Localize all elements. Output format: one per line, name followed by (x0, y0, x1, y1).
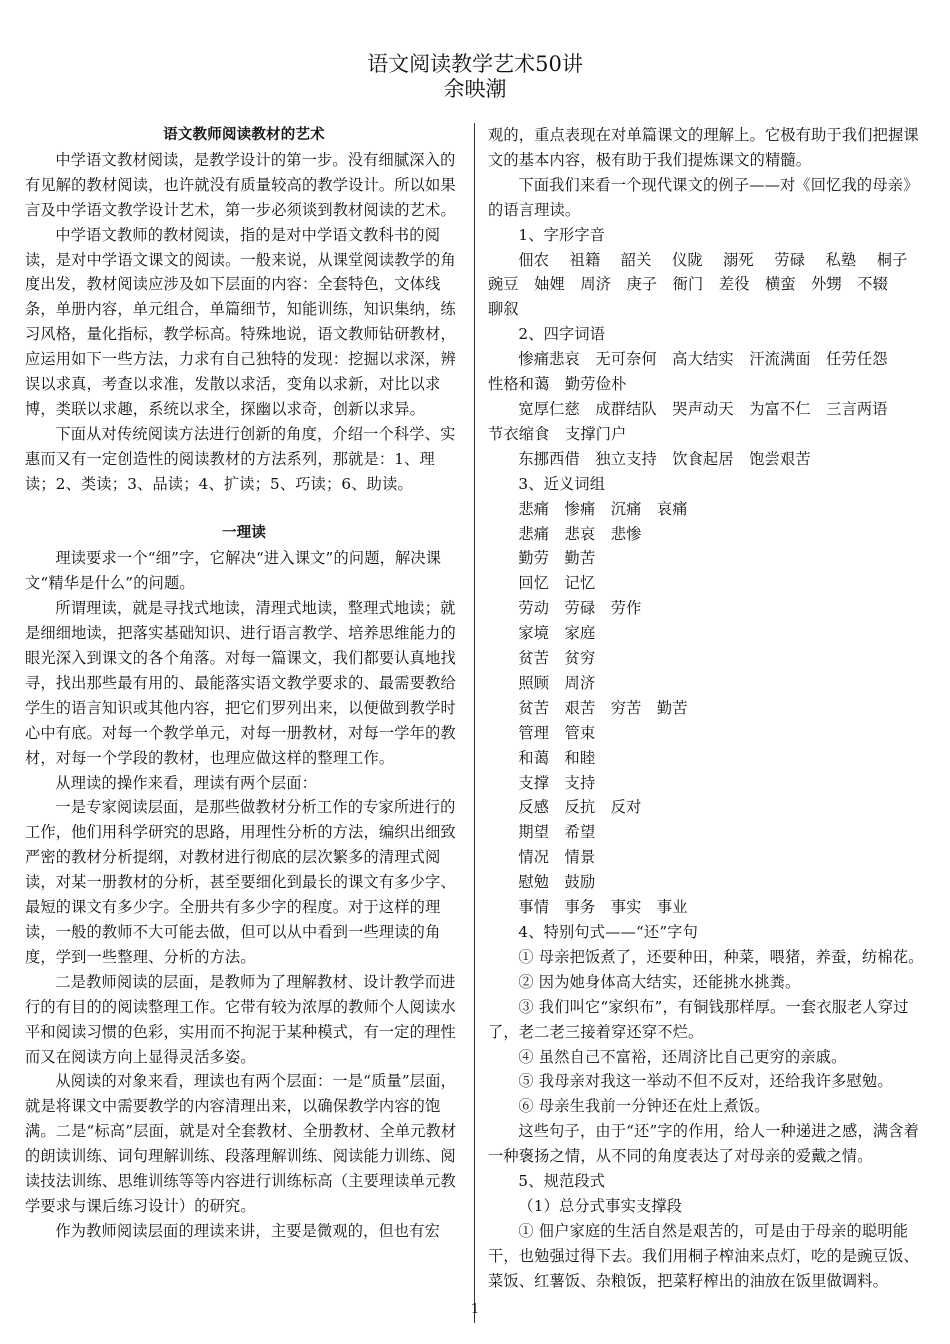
synonym-group: 回忆 记忆 (518, 574, 596, 593)
paragraph: 所谓理读，就是寻找式地读，清理式地读，整理式地读；就是细细地读，把落实基础知识、进行语言教学、培养思维能力的眼光深入到课文的各个角落。对每一篇课文，我们都要认真地找寻，找出那些最有用的、最能落实语文教学要求的、最需要教给学生的语言知识或其他内容，把它们罗列出来，以便做到教学时心中有底。对每一个教学单元，对每一册教材，对每一学年的教材，对每一个学段的教材，也理应做这样的整理工作。 (25, 599, 456, 767)
word-list: 宽厚仁慈 成群结队 哭声动天 为富不仁 三言两语 (518, 399, 888, 418)
synonym-group: 慰勉 鼓励 (518, 873, 596, 892)
synonym-group: 反感 反抗 反对 (518, 798, 642, 817)
list-heading: 1、字形字音 (518, 225, 606, 244)
word-list: 惨痛悲哀 无可奈何 高大结实 汗流满面 任劳任怨 (518, 350, 888, 369)
synonym-group: 劳动 劳碌 劳作 (518, 599, 642, 618)
synonym-group: 贫苦 艰苦 穷苦 勤苦 (518, 698, 688, 717)
example-sentence: ⑤ 我母亲对我这一举动不但不反对，还给我许多慰勉。 (518, 1072, 893, 1091)
author-name: 余映潮 (443, 77, 507, 101)
synonym-group: 贫苦 贫穷 (518, 649, 596, 668)
synonym-group: 勤劳 勤苦 (518, 549, 596, 568)
paragraph: 从理读的操作来看，理读有两个层面： (55, 773, 317, 792)
paragraph: 这些句子，由于“还”字的作用，给人一种递进之感，满含着一种褒扬之情，从不同的角度表达了对母亲的爱戴之情。 (488, 1122, 920, 1166)
synonym-group: 事情 事务 事实 事业 (518, 898, 688, 917)
paragraph: 理读要求一个“细”字，它解决“进入课文”的问题，解决课文“精华是什么”的问题。 (25, 549, 442, 593)
example-sentence: ④ 虽然自己不富裕，还周济比自己更穷的亲戚。 (518, 1047, 847, 1066)
word-list: 节衣缩食 支撑门户 (488, 424, 627, 443)
synonym-group: 管理 管束 (518, 723, 596, 742)
synonym-group: 期望 希望 (518, 823, 596, 842)
synonym-list (488, 497, 928, 920)
paragraph: 从阅读的对象来看，理读也有两个层面：一是“质量”层面，就是将课文中需要教学的内容清理出来，以确保教学内容的饱满。二是“标高”层面，就是对全套教材、全册教材、全单元教材的朗读训练、词句理解训练、段落理解训练、阅读能力训练、阅读技法训练、思维训练等等内容进行训练标高（主要理读单元教学要求与课后练习设计）的研究。 (25, 1072, 457, 1215)
example-sentence: ⑥ 母亲生我前一分钟还在灶上煮饭。 (518, 1097, 770, 1116)
list-subheading: （1）总分式事实支撑段 (518, 1196, 683, 1215)
paragraph: 中学语文教师的教材阅读，指的是对中学语文教科书的阅读，是对中学语文课文的阅读。一般来说，从课堂阅读教学的角度出发，教材阅读应涉及如下层面的内容：全套特色，文体线条，单册内容，单元组合，单篇细节，知能训练，知识集纳，练习风格，量化指标，教学标高。特殊地说，语文教师钻研教材，应运用如下一些方法，力求有自己独特的发现：挖掘以求深，辨误以求真，考查以求准，发散以求活，变角以求新，对比以求博，类联以求趣，系统以求全，探幽以求奇，创新以求异。 (25, 225, 456, 418)
page-number: 1 (470, 1302, 480, 1317)
list-heading: 3、近义词组 (518, 474, 606, 493)
paragraph: 观的，重点表现在对单篇课文的理解上。它极有助于我们把握课文的基本内容，极有助于我们提炼课文的精髓。 (488, 126, 919, 169)
word-list: 佃农 祖籍 韶关 仪陇 溺死 劳碌 私塾 桐子 (518, 250, 908, 269)
subsection-heading: 一理读 (221, 525, 267, 542)
left-column (25, 123, 463, 1244)
word-list: 性格和蔼 勤劳俭朴 (488, 375, 627, 394)
paragraph: 下面我们来看一个现代课文的例子——对《回忆我的母亲》的语言理读。 (488, 175, 919, 219)
synonym-group: 照顾 周济 (518, 673, 596, 692)
paragraph: 作为教师阅读层面的理读来讲，主要是微观的，但也有宏 (55, 1221, 441, 1240)
synonym-group: 支撑 支持 (518, 773, 596, 792)
synonym-group: 家境 家庭 (518, 624, 596, 643)
paragraph: 下面从对传统阅读方法进行创新的角度，介绍一个科学、实惠而又有一定创造性的阅读教材的方法系列，那就是：1、理读；2、类读；3、品读；4、扩读；5、巧读；6、助读。 (25, 424, 456, 493)
paragraph: 中学语文教材阅读，是教学设计的第一步。没有细腻深入的有见解的教材阅读，也许就没有质量较高的教学设计。所以如果言及中学语文教学设计艺术，第一步必须谈到教材阅读的艺术。 (25, 150, 456, 219)
paragraph: 二是教师阅读的层面，是教师为了理解教材、设计教学而进行的有目的的阅读整理工作。它带有较为浓厚的教师个人阅读水平和阅读习惯的色彩，实用而不拘泥于某种模式，有一定的理性而又在阅读方向上显得灵活多姿。 (25, 972, 456, 1066)
column-divider (474, 123, 475, 1323)
word-list: 聊叙 (488, 300, 519, 319)
word-list: 东挪西借 独立支持 饮食起居 饱尝艰苦 (518, 449, 811, 468)
paragraph: 一是专家阅读层面，是那些做教材分析工作的专家所进行的工作，他们用科学研究的思路，用理性分析的方法，编织出细致严密的教材分析提纲，对教材进行彻底的层次繁多的清理式阅读，对某一册教材的分析，甚至要细化到最长的课文有多少字、最短的课文有多少字。全册共有多少字的程度。对于这样的理读，一般的教师不大可能去做，但可以从中看到一些理读的角度，学到一些整理、分析的方法。 (25, 798, 456, 966)
right-column (488, 123, 928, 1294)
example-sentence: ① 母亲把饭煮了，还要种田，种菜，喂猪，养蚕，纺棉花。 (518, 947, 924, 966)
list-heading: 5、规范段式 (518, 1172, 606, 1191)
spacer (25, 497, 463, 522)
synonym-group: 和蔼 和睦 (518, 748, 596, 767)
synonym-group: 悲痛 悲哀 悲惨 (518, 524, 642, 543)
page-title: 语文阅读教学艺术50讲 (367, 52, 583, 76)
list-heading: 2、四字词语 (518, 325, 606, 344)
list-heading: 4、特别句式——“还”字句 (518, 923, 699, 941)
word-list: 豌豆 妯娌 周济 庚子 衙门 差役 横蛮 外甥 不辍 (488, 275, 889, 294)
synonym-group: 情况 情景 (518, 848, 596, 867)
paragraph: ① 佃户家庭的生活自然是艰苦的，可是由于母亲的聪明能干，也勉强过得下去。我们用桐子榨油来点灯，吃的是豌豆饭、菜饭、红薯饭、杂粮饭，把菜籽榨出的油放在饭里做调料。 (488, 1221, 919, 1290)
synonym-group: 悲痛 惨痛 沉痛 哀痛 (518, 499, 688, 518)
example-sentence: ② 因为她身体高大结实，还能挑水挑粪。 (518, 972, 801, 991)
example-sentence: ③ 我们叫它“家织布”，有铜钱那样厚。一套衣服老人穿过了，老二老三接着穿还穿不烂。 (488, 997, 909, 1041)
section-heading: 语文教师阅读教材的艺术 (163, 127, 325, 143)
